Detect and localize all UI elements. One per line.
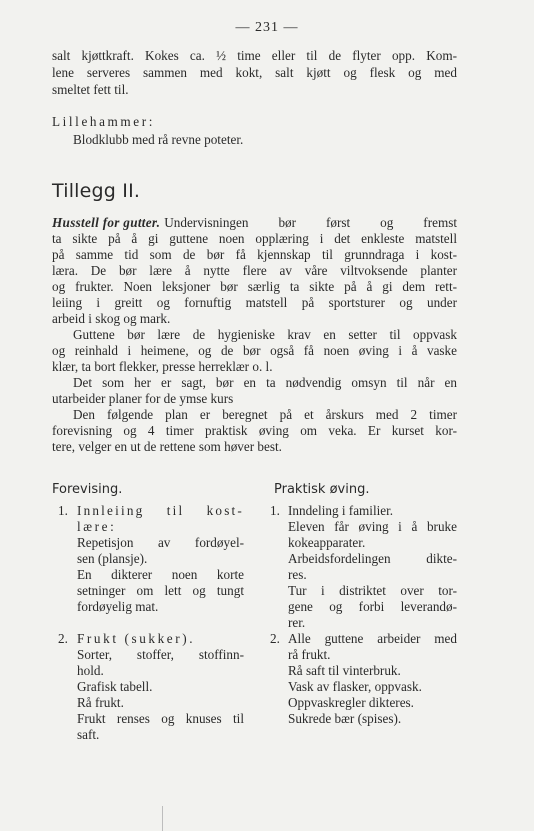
left-item1-line-4: sen (plansje). xyxy=(77,551,148,566)
para2-line-3: klær, ta bort flekker, presse herreklær o. l. xyxy=(52,359,273,374)
left-item2-line-1: Frukt (sukker). xyxy=(77,631,196,646)
right-column-heading: Praktisk øving. xyxy=(274,482,370,497)
para3-line-1: Det som her er sagt, bør en ta nødvendig omsyn til når en xyxy=(73,375,457,390)
para1-line-2: ta sikte på å gi guttene noen opplæring i det enkleste matstell xyxy=(52,231,457,246)
left-item1-line-1: Innleiing til kost- xyxy=(77,503,244,518)
right-item2-line-5: Oppvaskregler dikteres. xyxy=(288,695,414,710)
left-item2-line-6: Frukt renses og knuses til xyxy=(77,711,244,726)
right-item1-number: 1. xyxy=(270,503,280,518)
right-item2-line-6: Sukrede bær (spises). xyxy=(288,711,402,726)
left-item2-line-4: Grafisk tabell. xyxy=(77,679,153,694)
place-label: Lillehammer: xyxy=(52,114,155,129)
right-item2-line-1: Alle guttene arbeider med xyxy=(288,631,457,646)
left-item1-line-2: lære: xyxy=(77,519,117,534)
right-item1-line-5: res. xyxy=(288,567,307,582)
left-item2-line-7: saft. xyxy=(77,727,100,742)
para4-line-3: tere, velger en ut de rettene som høver best. xyxy=(52,439,282,454)
left-item2-line-2: Sorter, stoffer, stoffinn- xyxy=(77,647,244,662)
right-item2-line-4: Vask av flasker, oppvask. xyxy=(288,679,422,694)
intro-line-3: smeltet fett til. xyxy=(52,82,129,97)
para2-line-2: og reinhald i heimene, og de bør også få noen øving i å vaske xyxy=(52,343,457,358)
left-item1-line-3: Repetisjon av fordøyel- xyxy=(77,535,244,550)
para4-line-1: Den følgende plan er beregnet på et årskurs med 2 timer xyxy=(73,407,457,422)
margin-rule xyxy=(162,806,163,831)
right-item2-line-2: rå frukt. xyxy=(288,647,331,662)
para1-line-5: og frukter. Noen leksjoner bør særlig ta sikte på å gi dem rett- xyxy=(52,279,457,294)
left-item2-line-5: Rå frukt. xyxy=(77,695,124,710)
right-item1-line-8: rer. xyxy=(288,615,306,630)
right-item1-line-1: Inndeling i familier. xyxy=(288,503,394,518)
para1-lead: Husstell for gutter. xyxy=(52,215,161,230)
para1-line-1: Undervisningen bør først og fremst xyxy=(164,215,457,230)
left-item1-line-6: setninger om lett og tungt xyxy=(77,583,244,598)
right-item1-line-2: Eleven får øving i å bruke xyxy=(288,519,457,534)
para3-line-2: utarbeider planer for de ymse kurs xyxy=(52,391,234,406)
left-item1-line-7: fordøyelig mat. xyxy=(77,599,159,614)
left-item1-number: 1. xyxy=(58,503,68,518)
left-item1-line-5: En dikterer noen korte xyxy=(77,567,244,582)
para1-line-4: læra. De bør lære å nytte flere av våre viltvoksende planter xyxy=(52,263,457,278)
left-item2-line-3: hold. xyxy=(77,663,104,678)
right-item2-number: 2. xyxy=(270,631,280,646)
place-dish: Blodklubb med rå revne poteter. xyxy=(73,132,244,147)
section-title: Tillegg II. xyxy=(52,180,141,202)
right-item2-line-3: Rå saft til vinterbruk. xyxy=(288,663,401,678)
left-item2-number: 2. xyxy=(58,631,68,646)
right-item1-line-4: Arbeidsfordelingen dikte- xyxy=(288,551,457,566)
para1-line-6: leiing i greitt og fornuftig matstell på sportsturer og under xyxy=(52,295,457,310)
right-item1-line-3: kokeapparater. xyxy=(288,535,366,550)
right-item1-line-6: Tur i distriktet over tor- xyxy=(288,583,457,598)
intro-line-2: lene serveres sammen med kokt, salt kjøtt og flesk og med xyxy=(52,65,457,80)
right-item1-line-7: gene og forbi leverandø- xyxy=(288,599,457,614)
intro-line-1: salt kjøttkraft. Kokes ca. ½ time eller til de flyter opp. Kom- xyxy=(52,48,457,63)
para1-line-3: på samme tid som de bør få kjennskap til grunndraga i kost- xyxy=(52,247,457,262)
para2-line-1: Guttene bør lære de hygieniske krav en setter til oppvask xyxy=(73,327,457,342)
left-column-heading: Forevising. xyxy=(52,482,123,497)
page-number: — 231 — xyxy=(235,20,299,35)
para1-first-line xyxy=(52,215,457,231)
para1-line-7: arbeid i skog og mark. xyxy=(52,311,171,326)
para4-line-2: forevisning og 4 timer praktisk øving om veka. Er kurset kor- xyxy=(52,423,457,438)
